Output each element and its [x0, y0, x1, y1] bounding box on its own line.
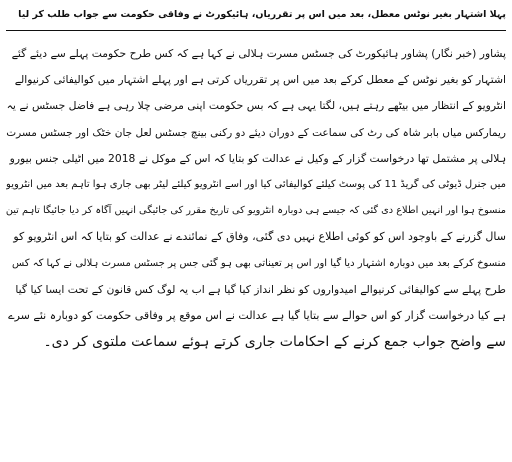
body-line: انٹرویو کے انتظار میں بیٹھے رہتے ہیں، لگتا یہی ہے کہ بس حکومت اپنی مرضی چلا رہی ہے فاضل جسٹس نے یہ [6, 99, 506, 113]
article-body [6, 41, 506, 355]
body-line: منسوخ ہوا اور انہیں اطلاع دی گئی کہ جیسے ہی دوبارہ انٹرویو کی تاریخ مقرر کی جائیگی انہیں آگاہ کر دیا جائیگا تاہم تین [6, 205, 506, 217]
body-line: ہلالی پر مشتمل تھا درخواست گزار کے وکیل نے عدالت کو بتایا کہ اس کے موکل نے 2018 میں اٹیلی جنس بیورو [9, 151, 506, 165]
headline-divider [6, 30, 506, 31]
body-line: منسوخ کرکے بعد میں دوبارہ اشتہار دیا گیا اور اس پر تعیناتی بھی ہو گئی جس پر جسٹس مسرت ہلالی نے کہا کہ کس [12, 257, 506, 269]
body-line: اشتہار کو بغیر نوٹس کے معطل کرکے بعد میں اس پر تقرریاں کرتی ہے اور پہلے اشتہار میں کوالیفائی کرنیوالے [14, 73, 506, 87]
body-line: سے واضح جواب جمع کرنے کے احکامات جاری کرتے ہوئے سماعت ملتوی کر دی۔ [43, 334, 506, 351]
body-line: ہے کیا درخواست گزار کو اس حوالے سے بتایا گیا ہے عدالت نے اس موقع پر وفاقی حکومت کو دوبارہ نئے سرے [8, 309, 506, 323]
body-line: میں جنرل ڈیوٹی کی گریڈ 11 کی پوسٹ کیلئے کوالیفائی کیا اور اسے انٹرویو کیلئے لیٹر بھی جاری ہوا تاہم بعد میں انٹرویو [6, 179, 506, 191]
body-line: سال گزرنے کے باوجود اس کو کوئی اطلاع نہیں دی گئی، وفاق کے نمائندے نے عدالت کو بتایا کہ اس انٹرویو کو [13, 230, 506, 244]
body-line: ریمارکس میاں بابر شاہ کی رٹ کی سماعت کے دوران دیئے دو رکنی بینچ جسٹس لعل جان خٹک اور جسٹس مسرت [6, 126, 506, 139]
article-headline: پہلا اشتہار بغیر نوٹس معطل، بعد میں اس پر تقرریاں، ہائیکورٹ نے وفاقی حکومت سے جواب طلب کر لیا [18, 9, 506, 20]
body-line: پشاور (خبر نگار) پشاور ہائیکورٹ کی جسٹس مسرت ہلالی نے کہا ہے کہ کس طرح حکومت پہلے سے دیئے گئے [11, 47, 506, 60]
body-line: طرح پہلے سے کوالیفائی کرنیوالے امیدواروں کو نظر انداز کیا گیا ہے اب یہ لوگ کس قانون کے تحت ایسا کیا گیا [15, 282, 506, 296]
